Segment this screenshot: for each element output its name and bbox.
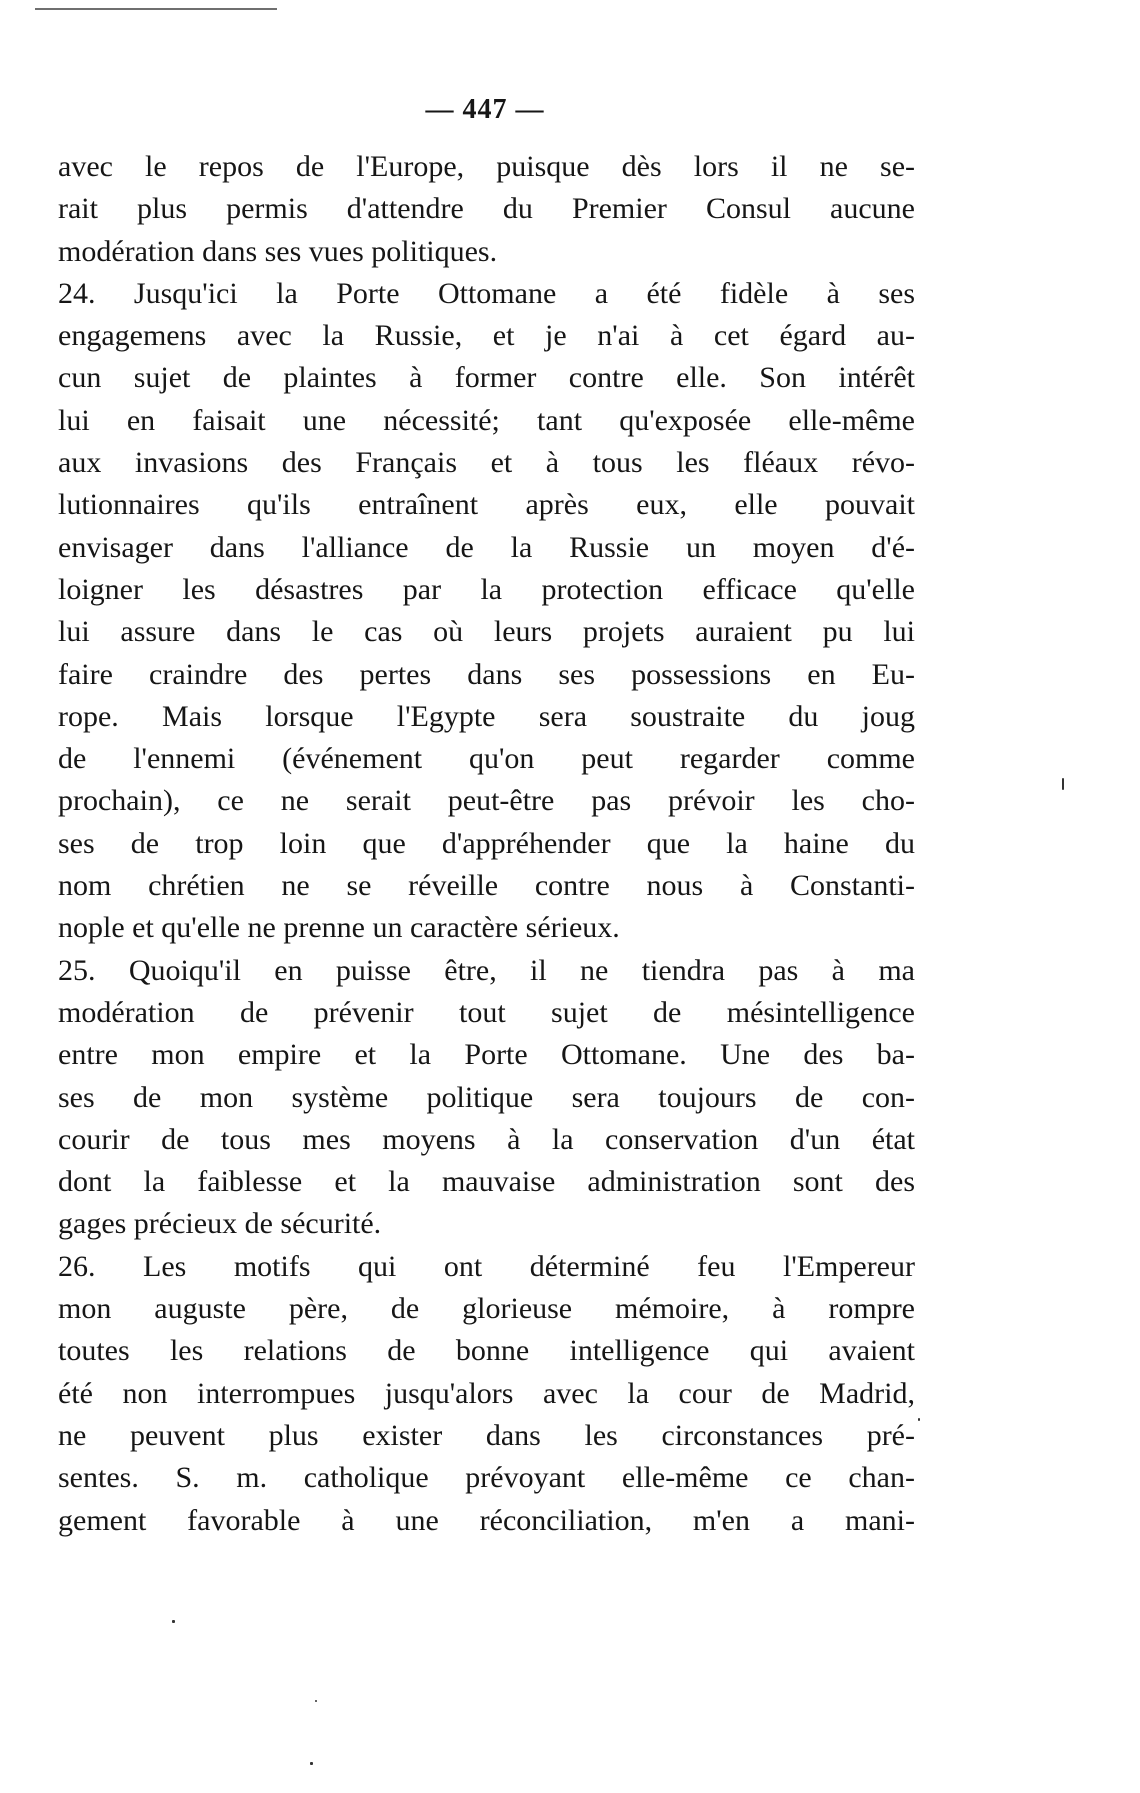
text-line: gages précieux de sécurité.: [58, 1207, 382, 1241]
text-line: ne peuvent plus exister dans les circonstances pré-: [58, 1418, 915, 1452]
body-text: [58, 146, 915, 1542]
text-line: engagemens avec la Russie, et je n'ai à cet égard au-: [58, 319, 915, 353]
text-line: cun sujet de plaintes à former contre elle. Son intérêt: [58, 361, 915, 395]
text-line: 25. Quoiqu'il en puisse être, il ne tiendra pas à ma: [58, 953, 915, 987]
text-line: ses de mon système politique sera toujours de con-: [58, 1080, 915, 1114]
text-line: rope. Mais lorsque l'Egypte sera soustraite du joug: [58, 699, 915, 733]
text-line: courir de tous mes moyens à la conservation d'un état: [58, 1122, 915, 1156]
text-line: lui en faisait une nécessité; tant qu'exposée elle-même: [58, 403, 915, 437]
text-line: gement favorable à une réconciliation, m'en a mani-: [58, 1503, 915, 1537]
text-line: modération de prévenir tout sujet de mésintelligence: [58, 995, 915, 1029]
text-line: loigner les désastres par la protection efficace qu'elle: [58, 572, 915, 606]
text-line: nople et qu'elle ne prenne un caractère sérieux.: [58, 911, 620, 945]
text-line: lutionnaires qu'ils entraînent après eux, elle pouvait: [58, 488, 915, 522]
text-line: dont la faiblesse et la mauvaise administration sont des: [58, 1165, 915, 1199]
text-line: rait plus permis d'attendre du Premier Consul aucune: [58, 192, 915, 226]
scan-speck: [1062, 778, 1064, 790]
text-line: toutes les relations de bonne intelligence qui avaient: [58, 1334, 915, 1368]
text-line: ses de trop loin que d'appréhender que la haine du: [58, 826, 915, 860]
scan-speck: [172, 1620, 175, 1623]
scan-speck: [310, 1762, 313, 1765]
text-line: lui assure dans le cas où leurs projets auraient pu lui: [58, 615, 915, 649]
text-line: sentes. S. m. catholique prévoyant elle-même ce chan-: [58, 1461, 915, 1495]
text-line: mon auguste père, de glorieuse mémoire, à rompre: [58, 1292, 915, 1326]
text-line: été non interrompues jusqu'alors avec la cour de Madrid,: [58, 1376, 915, 1410]
text-line: de l'ennemi (événement qu'on peut regarder comme: [58, 742, 915, 776]
text-line: 24. Jusqu'ici la Porte Ottomane a été fidèle à ses: [58, 276, 915, 310]
text-line: aux invasions des Français et à tous les fléaux révo-: [58, 446, 915, 480]
text-line: faire craindre des pertes dans ses possessions en Eu-: [58, 657, 915, 691]
text-line: avec le repos de l'Europe, puisque dès lors il ne se-: [58, 150, 915, 183]
text-line: envisager dans l'alliance de la Russie un moyen d'é-: [58, 530, 915, 564]
text-line: modération dans ses vues politiques.: [58, 234, 498, 268]
text-line: nom chrétien ne se réveille contre nous à Constanti-: [58, 869, 915, 903]
text-line: prochain), ce ne serait peut-être pas prévoir les cho-: [58, 784, 915, 818]
top-rule: [35, 8, 277, 10]
text-line: entre mon empire et la Porte Ottomane. Une des ba-: [58, 1038, 915, 1072]
scan-speck: [315, 1700, 317, 1702]
page-number: — 447 —: [425, 94, 545, 125]
scan-speck: [918, 1418, 920, 1421]
text-line: 26. Les motifs qui ont déterminé feu l'Empereur: [58, 1249, 915, 1283]
